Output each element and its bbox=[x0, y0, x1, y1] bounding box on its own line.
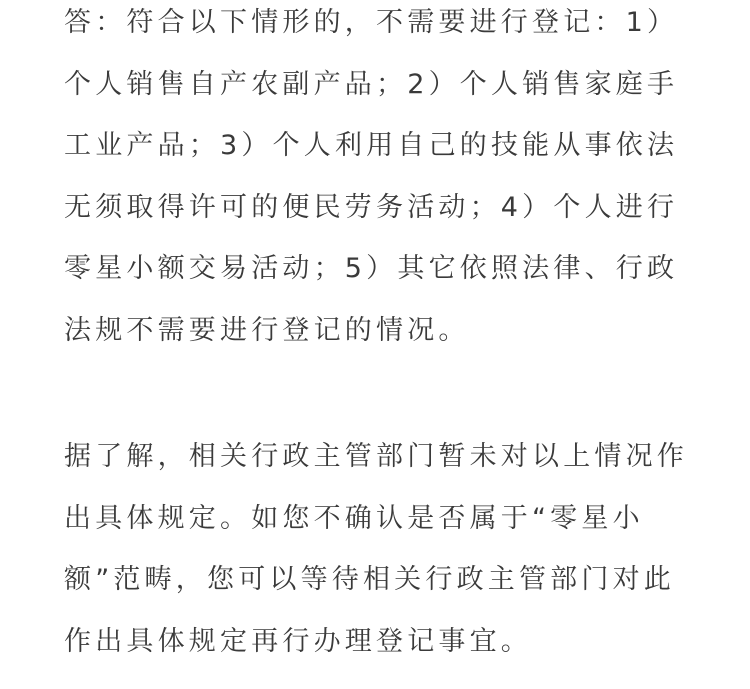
paragraph-line: 工业产品；3）个人利用自己的技能从事依法 bbox=[64, 130, 679, 161]
paragraph-line: 作出具体规定再行办理登记事宜。 bbox=[64, 625, 532, 657]
paragraph-line: 无须取得许可的便民劳务活动；4）个人进行 bbox=[64, 191, 679, 223]
paragraph-line: 法规不需要进行登记的情况。 bbox=[64, 314, 470, 346]
answer-paragraph bbox=[64, 0, 694, 361]
paragraph-line: 答：符合以下情形的，不需要进行登记：1） bbox=[64, 7, 679, 38]
note-paragraph bbox=[64, 426, 694, 672]
paragraph-line: 据了解，相关行政主管部门暂未对以上情况作 bbox=[64, 441, 688, 472]
paragraph-line: 额”范畴，您可以等待相关行政主管部门对此 bbox=[64, 564, 675, 595]
paragraph-line: 个人销售自产农副产品；2）个人销售家庭手 bbox=[64, 68, 679, 100]
paragraph-line: 出具体规定。如您不确认是否属于“零星小 bbox=[64, 502, 644, 534]
paragraph-line: 零星小额交易活动；5）其它依照法律、行政 bbox=[64, 253, 679, 284]
